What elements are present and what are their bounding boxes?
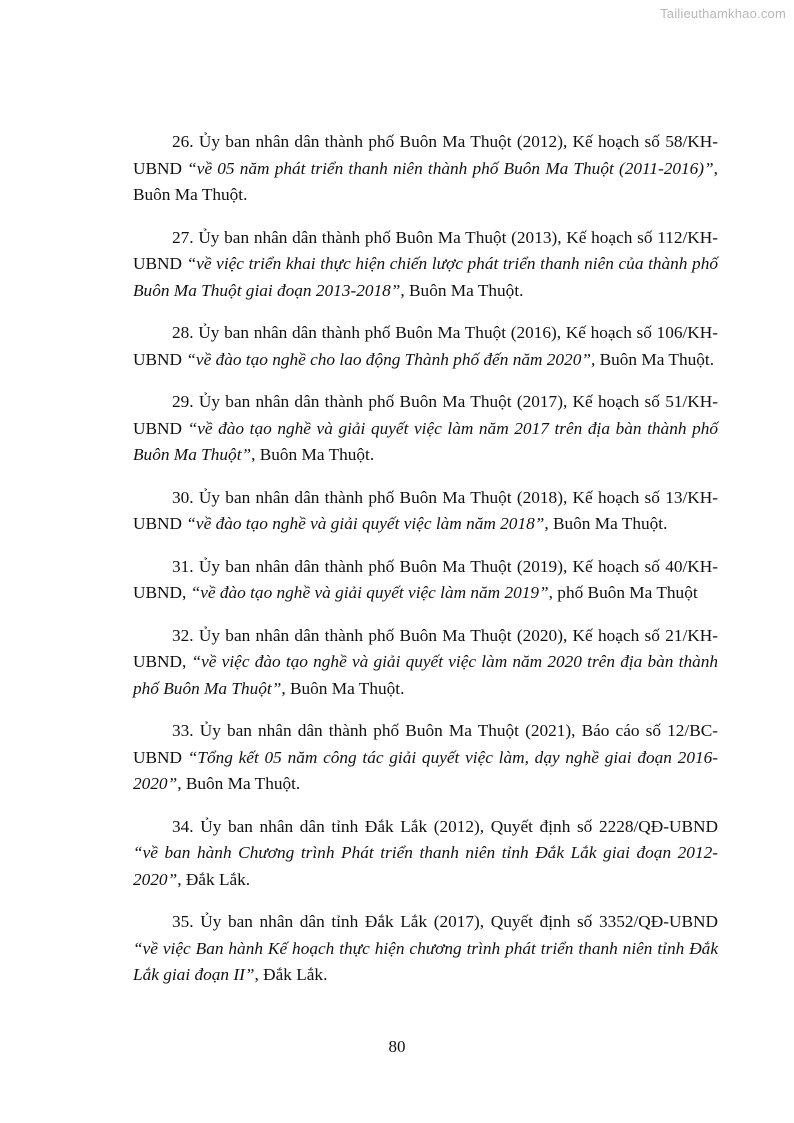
reference-item-31: [133, 554, 718, 607]
reference-lead: 31. Ủy ban nhân dân thành phố Buôn Ma Thuột (2019), Kế hoạch số 40/KH-UBND,: [133, 556, 718, 602]
reference-title: “về đào tạo nghề và giải quyết việc làm năm 2017 trên địa bàn thành phố Buôn Ma Thuột”: [133, 418, 718, 464]
reference-item-28: [133, 320, 718, 373]
page-number: 80: [388, 1037, 406, 1056]
reference-lead: 34. Ủy ban nhân dân tỉnh Đắk Lắk (2012), Quyết định số 2228/QĐ-UBND: [172, 816, 718, 836]
reference-tail: , Buôn Ma Thuột.: [133, 158, 718, 204]
reference-tail: , Buôn Ma Thuột.: [400, 280, 524, 300]
reference-lead: 28. Ủy ban nhân dân thành phố Buôn Ma Thuột (2016), Kế hoạch số 106/KH-UBND: [133, 323, 718, 369]
reference-title: “về đào tạo nghề và giải quyết việc làm năm 2019”: [190, 583, 549, 602]
reference-title: “về ban hành Chương trình Phát triển thanh niên tỉnh Đắk Lắk giai đoạn 2012-2020”: [133, 843, 718, 889]
reference-tail: Buôn Ma Thuột.: [595, 349, 715, 369]
reference-item-27: [133, 225, 718, 305]
reference-item-32: [133, 623, 718, 703]
reference-item-34: [133, 814, 718, 894]
reference-tail: , Buôn Ma Thuột.: [177, 774, 301, 793]
watermark-text: Tailieuthamkhao.com: [660, 6, 786, 21]
reference-title: “về việc Ban hành Kế hoạch thực hiện chương trình phát triển thanh niên tỉnh Đắk Lắk giai đoạn II”: [133, 938, 718, 984]
reference-lead: 33. Ủy ban nhân dân thành phố Buôn Ma Thuột (2021), Báo cáo số 12/BC-UBND: [133, 721, 718, 767]
reference-tail: , Đắk Lắk.: [254, 965, 328, 984]
reference-lead: 35. Ủy ban nhân dân tỉnh Đắk Lắk (2017), Quyết định số 3352/QĐ-UBND: [172, 912, 718, 931]
reference-title: “về 05 năm phát triển thanh niên thành phố Buôn Ma Thuột (2011-2016)”: [187, 158, 714, 178]
reference-title: “về việc triển khai thực hiện chiến lược phát triển thanh niên của thành phố Buôn Ma Thuột giai đoạn 2013-2018”: [133, 254, 718, 300]
reference-lead: 32. Ủy ban nhân dân thành phố Buôn Ma Thuột (2020), Kế hoạch số 21/KH-UBND,: [133, 625, 718, 671]
reference-tail: , Buôn Ma Thuột.: [251, 445, 375, 464]
reference-item-30: [133, 485, 718, 538]
reference-title: “về đào tạo nghề và giải quyết việc làm năm 2018”: [186, 514, 545, 533]
reference-title: “Tổng kết 05 năm công tác giải quyết việc làm, dạy nghề giai đoạn 2016-2020”: [133, 747, 719, 793]
reference-lead: 27. Ủy ban nhân dân thành phố Buôn Ma Thuột (2013), Kế hoạch số 112/KH-UBND: [133, 227, 718, 273]
reference-lead: 26. Ủy ban nhân dân thành phố Buôn Ma Thuột (2012), Kế hoạch số 58/KH-UBND: [133, 132, 718, 178]
reference-tail: , Buôn Ma Thuột.: [544, 514, 668, 533]
reference-title: “về việc đào tạo nghề và giải quyết việc làm năm 2020 trên địa bàn thành phố Buôn Ma Thuột”: [133, 652, 719, 698]
reference-item-26: [133, 129, 718, 209]
reference-item-35: [133, 909, 718, 989]
reference-item-29: [133, 389, 718, 469]
reference-lead: 30. Ủy ban nhân dân thành phố Buôn Ma Thuột (2018), Kế hoạch số 13/KH-UBND: [133, 487, 718, 533]
reference-item-33: [133, 718, 718, 798]
reference-tail: , Đắk Lắk.: [177, 869, 251, 889]
reference-lead: 29. Ủy ban nhân dân thành phố Buôn Ma Thuột (2017), Kế hoạch số 51/KH-UBND: [133, 392, 718, 438]
reference-title: “về đào tạo nghề cho lao động Thành phố đến năm 2020”,: [186, 349, 596, 369]
reference-tail: , phố Buôn Ma Thuột: [548, 583, 698, 602]
reference-list: [133, 129, 718, 1005]
reference-tail: , Buôn Ma Thuột.: [281, 678, 405, 698]
